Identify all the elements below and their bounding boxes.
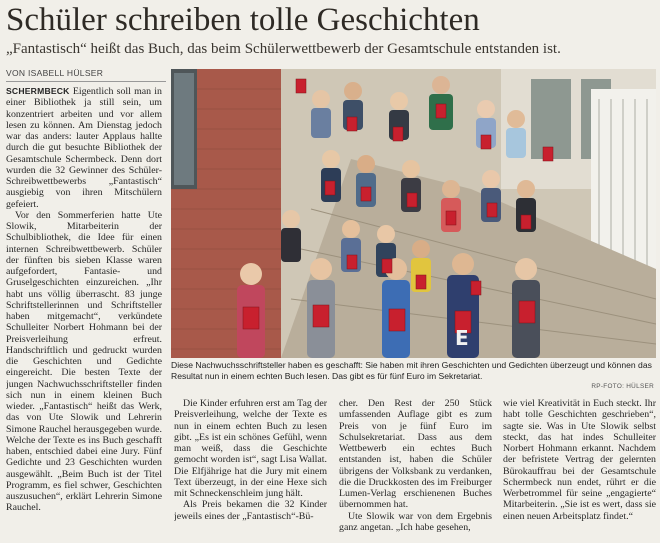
headline: Schüler schreiben tolle Geschichten [6, 2, 480, 38]
text-column-2 [174, 398, 327, 543]
paragraph: cher. Den Rest der 250 Stück umfassenden Auflage gibt es zum Preis von je fünf Euro im Schulsekretariat. Dass aus dem Wettbewerb ein echtes Buch entstanden ist, haben die Schüler übrigens der Volksbank zu verdanken, die die Druckkosten des im Freiburger Lumen-Verlag erschienenen Buches übernommen hat. [339, 398, 492, 511]
photo-caption: Diese Nachwuchsschriftsteller haben es geschafft: Sie haben mit ihren Geschichten und Gedichten überzeugt und können das Resultat nun in einem echten Buch lesen. Das gibt es für fünf Euro im Sekretariat. [171, 360, 652, 381]
byline: VON ISABELL HÜLSER [6, 68, 104, 78]
byline-rule [6, 81, 166, 82]
svg-text:E: E [455, 326, 469, 350]
paragraph: Die Kinder erfuhren erst am Tag der Preisverleihung, welche der Texte es nun in einem echten Buch zu lesen gibt. „Es ist ein schönes Gefühl, wenn man weiß, dass die Geschichte gemocht worden ist“, sagt Lisa Wallat. Die Elfjährige hat die Jury mit einem Text überzeugt, in der eine Hexe sich mit Schneckenschleim jung hält. [174, 398, 327, 499]
group-photo [171, 69, 656, 358]
paragraph-text: Eigentlich soll man in einer Bibliothek ja still sein, um konzentriert arbeiten und vor allem lesen zu können. Am Dienstag jedoch war das anders: lauter Applaus hallte durch die gut besuchte Bibliothek der Gesamtschule Schermbeck. Denn dort wurden die 32 Gewinner des Schüler-Schreibwettbewerbs „Fantastisch“ ausgiebig von ihren Mitschülern gefeiert. [6, 86, 162, 210]
paragraph: Ute Slowik war von dem Ergebnis ganz angetan. „Ich habe gesehen, [339, 510, 492, 533]
paragraph: Vor den Sommerferien hatte Ute Slowik, Mitarbeiterin der Schulbibliothek, die Idee für einen internen Schreibwettbewerb. Schüler der fünften bis sieben Klasse waren aufgefordert, Fantasie- und Gruselgeschichten einzureichen. „Ihr habt uns völlig überrascht. 83 junge Schriftstellerinnen und Schriftsteller haben mitgemacht“, verkündete Schulleiter Norbert Hohmann bei der Preisverleihung erfreut. Handschriftlich und gedruckt wurden die Geschichten und Gedichte eingereicht. Die besten Texte der jungen Nachwuchsschriftsteller finden sich nun in einem kleinen Buch wieder. „Fantastisch“ heißt das Werk, das von Ute Slowik und Lehrerin Simone Rauchel herausgegeben wurde. Welche der Texte es ins Buch geschafft haben, entschied dabei eine Jury. Fünf Gedichte und 23 Geschichten wurden ausgewählt. „Beim Buch ist der Titel Programm, es fiel schwer, Geschichten auszusuchen“, erklärt Lehrerin Simone Rauchel. [6, 209, 162, 514]
text-column-1 [6, 86, 162, 541]
paragraph [6, 86, 162, 210]
paragraph: wie viel Kreativität in Euch steckt. Ihr habt tolle Geschichten geschrieben“, sagte sie. Was in Ute Slowik selbst steckt, das hat indes Schulleiter Norbert Hohmann erkannt. Nachdem der befristete Vertrag der gelernten Bürokauffrau bei der Gesamtschule Schermbeck nun endet, rührt er die Werbetrommel für seine „engagierte“ Mitarbeiterin. „Sie ist es wert, dass sie einen neuen Arbeitsplatz findet.“ [503, 398, 656, 522]
paragraph: Als Preis bekamen die 32 Kinder jeweils eines der „Fantastisch“-Bü- [174, 499, 327, 522]
photo-illustration [171, 69, 656, 358]
photo-credit: RP-FOTO: HÜLSER [591, 383, 654, 390]
text-column-3 [339, 398, 492, 543]
dateline: SCHERMBECK [6, 86, 70, 96]
subheadline: „Fantastisch“ heißt das Buch, das beim Schülerwettbewerb der Gesamtschule entstanden ist. [6, 41, 561, 57]
text-column-4 [503, 398, 656, 543]
